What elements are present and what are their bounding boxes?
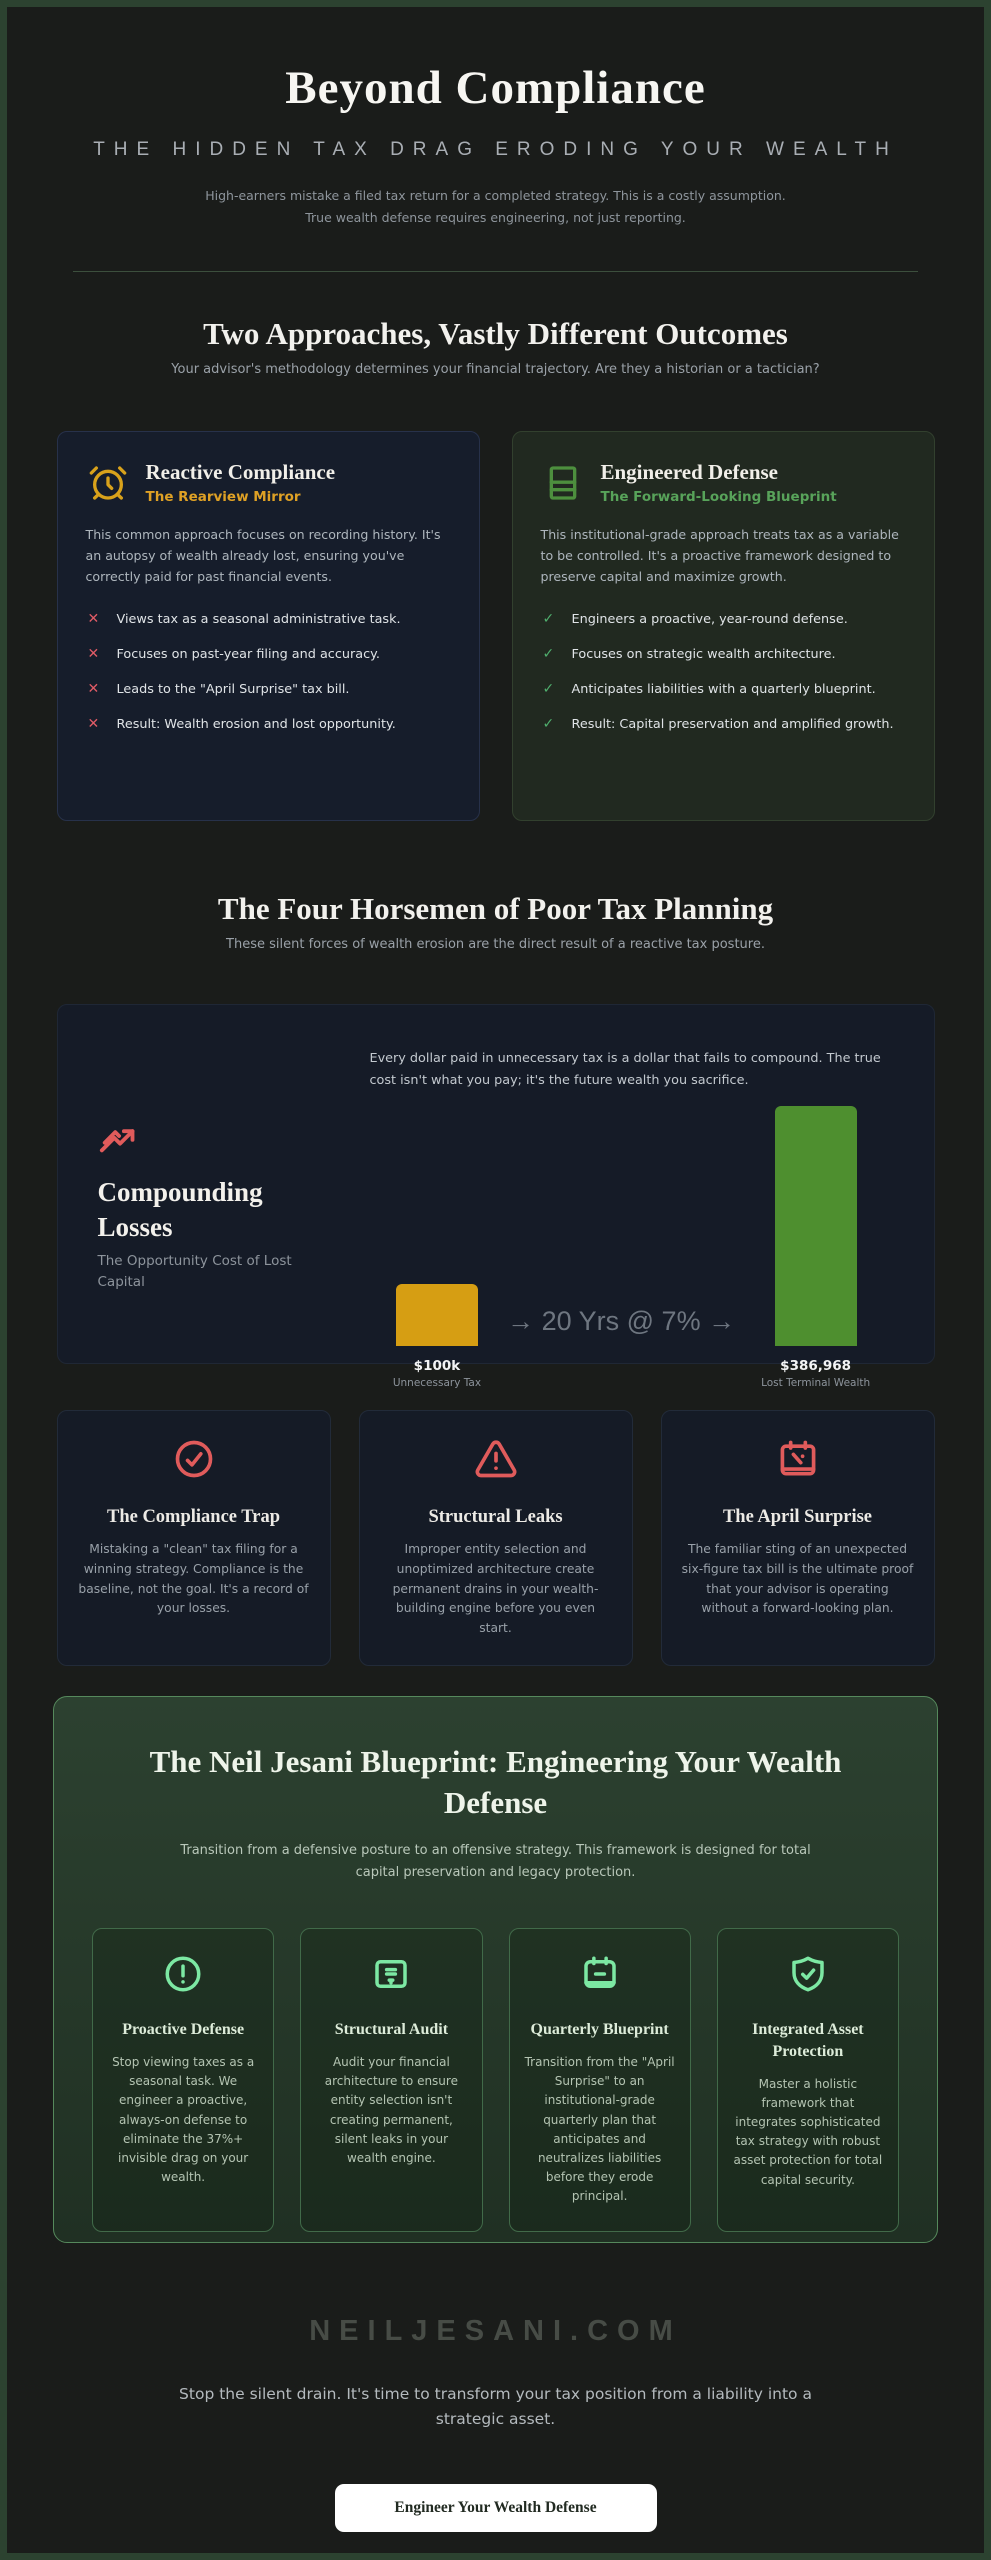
chart-feature-info — [98, 1035, 336, 1333]
asset-protection-card — [717, 1928, 899, 2231]
blueprint-subtitle: Transition from a defensive posture to an offensive strategy. This framework is designed for total capital preservation and legacy protection. — [180, 1843, 811, 1881]
list-item: ✓ Engineers a proactive, year-round defense. — [541, 610, 906, 629]
bar-lost-terminal-wealth — [775, 1106, 857, 1346]
chart-subtitle: The Opportunity Cost of Lost Capital — [97, 1253, 292, 1290]
footer-tagline: Stop the silent drain. It's time to transform your tax position from a liability into a strategic asset. — [179, 2384, 812, 2429]
header-divider — [73, 271, 918, 272]
chart-caption: Every dollar paid in unnecessary tax is a dollar that fails to compound. The true cost isn't what you pay; it's the future wealth you sacrifice. — [369, 1051, 881, 1089]
card-body: This institutional-grade approach treats tax as a variable to be controlled. It's a proactive framework designed to preserve capital and maximize growth. — [540, 527, 899, 584]
card-body: Master a holistic framework that integrates sophisticated tax strategy with robust asset protection for total capital security. — [733, 2076, 883, 2187]
reactive-compliance-card — [57, 431, 480, 821]
chart-title: Compounding Losses — [97, 1177, 263, 1243]
reactive-feature-list — [86, 610, 451, 735]
card-title: Structural Audit — [334, 2021, 449, 2039]
card-titles — [601, 460, 837, 505]
calendar-minus-icon — [579, 1980, 621, 1999]
card-title: Reactive Compliance — [145, 460, 336, 485]
approach-cards-row — [57, 431, 935, 821]
bar-category: Unnecessary Tax — [392, 1376, 482, 1389]
compliance-trap-card — [57, 1410, 331, 1665]
card-body: Mistaking a "clean" tax filing for a winning strategy. Compliance is the baseline, not the goal. It's a record of your losses. — [78, 1542, 309, 1616]
card-body: This common approach focuses on recording history. It's an autopsy of wealth already lost, ensuring you've correctly paid for past financial events. — [85, 527, 441, 584]
quarterly-blueprint-card — [509, 1928, 691, 2231]
bar-unnecessary-tax — [396, 1284, 478, 1346]
bar-group-lost-wealth — [761, 1106, 870, 1389]
horsemen-subtitle: These silent forces of wealth erosion are the direct result of a reactive tax posture. — [226, 937, 765, 953]
list-item: ✓ Anticipates liabilities with a quarterly blueprint. — [541, 680, 906, 699]
blueprint-title: The Neil Jesani Blueprint: Engineering Your Wealth Defense — [149, 1743, 842, 1821]
list-item: ✓ Focuses on strategic wealth architecture. — [541, 645, 906, 664]
alert-circle-icon — [162, 1980, 204, 1999]
alert-triangle-icon — [474, 1466, 518, 1485]
structural-leaks-card — [359, 1410, 633, 1665]
card-tagline: The Forward-Looking Blueprint — [600, 489, 837, 506]
card-title: Quarterly Blueprint — [530, 2021, 669, 2039]
bar-category: Lost Terminal Wealth — [761, 1376, 871, 1389]
page-lede: High-earners mistake a filed tax return for a completed strategy. This is a costly assumption. True wealth defense requires engineering, not just reporting. — [205, 188, 786, 225]
header — [73, 7, 918, 272]
approaches-subtitle: Your advisor's methodology determines your financial trajectory. Are they a historian or a tactician? — [171, 362, 820, 378]
horsemen-cards-row — [57, 1410, 935, 1665]
bar-value: $100k — [413, 1357, 461, 1374]
proactive-defense-card — [92, 1928, 274, 2231]
card-title: Proactive Defense — [122, 2021, 245, 2039]
check-circle-icon — [172, 1466, 216, 1485]
card-body: Audit your financial architecture to ensure entity selection isn't creating permanent, silent leaks in your wealth engine. — [324, 2055, 458, 2166]
calendar-x-icon — [776, 1466, 820, 1485]
brand-wordmark: NEILJESANI.COM — [309, 2314, 682, 2347]
card-title: The Compliance Trap — [106, 1507, 281, 1528]
card-body: Stop viewing taxes as a seasonal task. We engineer a proactive, always-on defense to eliminate the 37%+ invisible drag on your wealth. — [112, 2055, 255, 2185]
card-body: Improper entity selection and unoptimized architecture create permanent drains in your wealth-building engine before you even start. — [392, 1542, 599, 1635]
cta-button[interactable]: Engineer Your Wealth Defense — [335, 2484, 657, 2532]
list-item: ✕ Result: Wealth erosion and lost opportunity. — [86, 715, 451, 734]
page-title: Beyond Compliance — [285, 62, 706, 114]
shield-check-icon — [787, 1980, 829, 1999]
archive-icon — [541, 461, 585, 505]
horsemen-title: The Four Horsemen of Poor Tax Planning — [217, 891, 774, 927]
card-titles — [146, 460, 336, 505]
compounding-losses-card — [57, 1004, 935, 1389]
bar-chart — [369, 1035, 894, 1389]
footer — [166, 2315, 826, 2533]
list-item: ✕ Leads to the "April Surprise" tax bill. — [86, 680, 451, 699]
card-header — [86, 460, 451, 505]
audit-panel-icon — [370, 1980, 412, 1999]
card-tagline: The Rearview Mirror — [145, 489, 301, 506]
engineered-feature-list — [541, 610, 906, 735]
structural-audit-card — [300, 1928, 482, 2231]
card-body: The familiar sting of an unexpected six-figure tax bill is the ultimate proof that your advisor is operating without a forward-looking plan. — [681, 1542, 914, 1616]
engineered-defense-card — [512, 431, 935, 821]
chart-area — [370, 1106, 894, 1389]
blueprint-section — [53, 1696, 938, 2243]
list-item: ✕ Views tax as a seasonal administrative task. — [86, 610, 451, 629]
bar-group-unnecessary-tax — [393, 1284, 481, 1389]
list-item: ✕ Focuses on past-year filing and accuracy. — [86, 645, 451, 664]
bar-value: $386,968 — [780, 1357, 852, 1374]
card-body: Transition from the "April Surprise" to an institutional-grade quarterly plan that anticipates and neutralizes liabilities before they erode principal. — [524, 2055, 675, 2204]
card-title: Integrated Asset Protection — [752, 2021, 864, 2061]
card-title: Structural Leaks — [428, 1507, 563, 1528]
card-title: Engineered Defense — [600, 460, 779, 485]
card-header — [541, 460, 906, 505]
section-horsemen — [218, 891, 773, 952]
approaches-title: Two Approaches, Vastly Different Outcomes — [203, 316, 788, 352]
section-approaches — [171, 316, 819, 377]
card-title: The April Surprise — [722, 1507, 873, 1528]
alarm-clock-icon — [86, 461, 130, 505]
trending-losses-icon — [98, 1144, 144, 1163]
list-item: ✓ Result: Capital preservation and amplified growth. — [541, 715, 906, 734]
chart-annotation: → 20 Yrs @ 7% → — [507, 1305, 736, 1336]
blueprint-cards-row — [92, 1928, 899, 2231]
april-surprise-card — [661, 1410, 935, 1665]
page-subtitle: THE HIDDEN TAX DRAG ERODING YOUR WEALTH — [93, 139, 898, 160]
